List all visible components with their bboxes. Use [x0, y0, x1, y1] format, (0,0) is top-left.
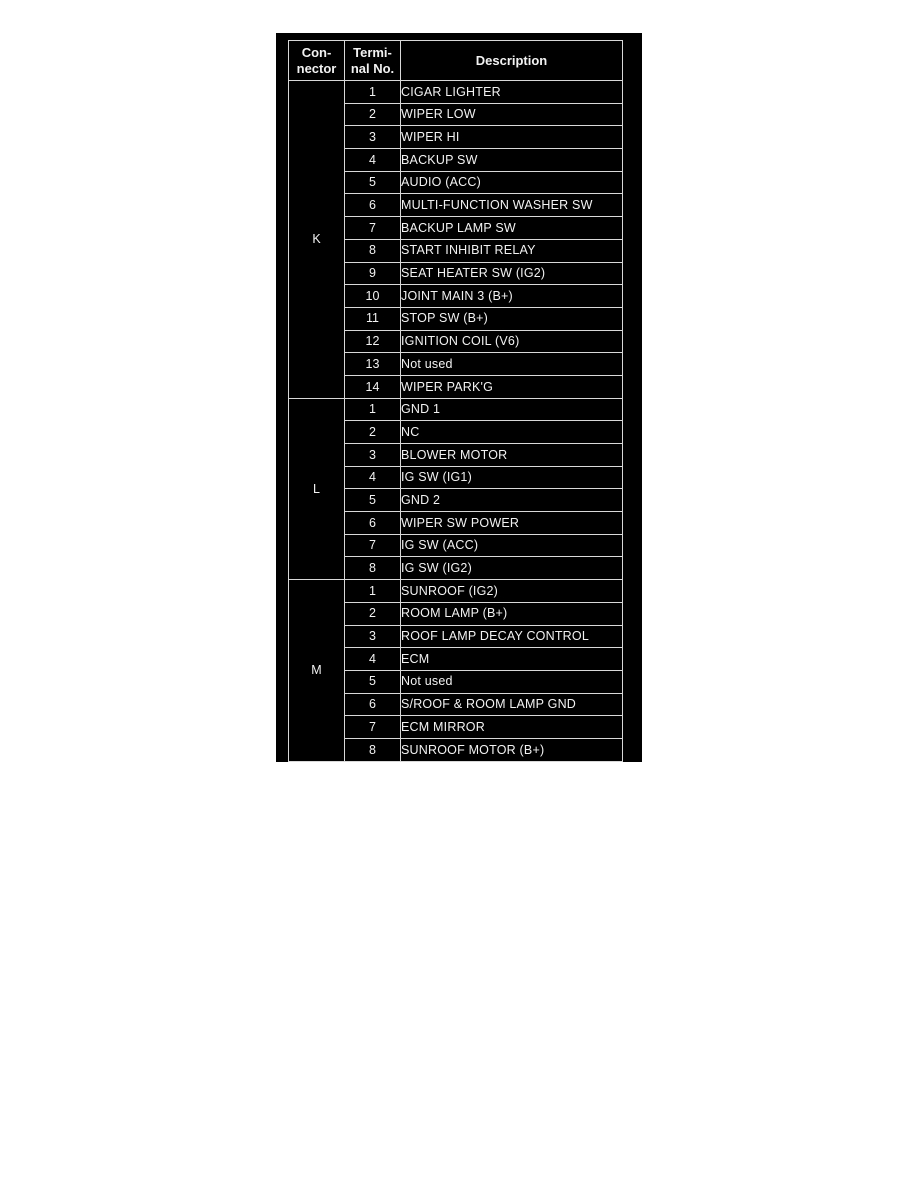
- connector-cell: K: [289, 81, 345, 399]
- connector-cell: M: [289, 580, 345, 762]
- description-cell: BACKUP SW: [401, 149, 623, 172]
- description-cell: S/ROOF & ROOM LAMP GND: [401, 693, 623, 716]
- terminal-cell: 14: [345, 375, 401, 398]
- terminal-cell: 8: [345, 738, 401, 761]
- description-cell: AUDIO (ACC): [401, 171, 623, 194]
- terminal-cell: 13: [345, 353, 401, 376]
- terminal-cell: 8: [345, 239, 401, 262]
- header-description: [401, 41, 623, 81]
- description-cell: IG SW (IG1): [401, 466, 623, 489]
- description-cell: Not used: [401, 670, 623, 693]
- description-cell: SUNROOF MOTOR (B+): [401, 738, 623, 761]
- terminal-cell: 7: [345, 716, 401, 739]
- terminal-cell: 1: [345, 398, 401, 421]
- terminal-cell: 6: [345, 194, 401, 217]
- description-cell: WIPER SW POWER: [401, 512, 623, 535]
- description-cell: START INHIBIT RELAY: [401, 239, 623, 262]
- description-cell: IG SW (ACC): [401, 534, 623, 557]
- description-cell: MULTI-FUNCTION WASHER SW: [401, 194, 623, 217]
- header-terminal: [345, 41, 401, 81]
- terminal-cell: 1: [345, 580, 401, 603]
- terminal-cell: 10: [345, 285, 401, 308]
- description-cell: WIPER LOW: [401, 103, 623, 126]
- terminal-cell: 2: [345, 421, 401, 444]
- description-cell: CIGAR LIGHTER: [401, 81, 623, 104]
- terminal-cell: 3: [345, 126, 401, 149]
- connector-pin-table: [288, 40, 623, 762]
- terminal-cell: 6: [345, 512, 401, 535]
- description-cell: ROOF LAMP DECAY CONTROL: [401, 625, 623, 648]
- description-cell: WIPER HI: [401, 126, 623, 149]
- connector-table-panel: [276, 33, 642, 762]
- description-cell: BACKUP LAMP SW: [401, 217, 623, 240]
- description-cell: Not used: [401, 353, 623, 376]
- description-cell: WIPER PARK'G: [401, 375, 623, 398]
- description-cell: SUNROOF (IG2): [401, 580, 623, 603]
- description-cell: IG SW (IG2): [401, 557, 623, 580]
- header-description-label: Description: [475, 52, 548, 68]
- connector-cell: L: [289, 398, 345, 580]
- table-row: [289, 81, 623, 104]
- description-cell: ROOM LAMP (B+): [401, 602, 623, 625]
- terminal-cell: 5: [345, 489, 401, 512]
- terminal-cell: 1: [345, 81, 401, 104]
- description-cell: ECM MIRROR: [401, 716, 623, 739]
- terminal-cell: 12: [345, 330, 401, 353]
- terminal-cell: 2: [345, 602, 401, 625]
- terminal-cell: 11: [345, 307, 401, 330]
- terminal-cell: 6: [345, 693, 401, 716]
- description-cell: STOP SW (B+): [401, 307, 623, 330]
- description-cell: IGNITION COIL (V6): [401, 330, 623, 353]
- table-body: [289, 81, 623, 762]
- terminal-cell: 4: [345, 466, 401, 489]
- table-row: [289, 398, 623, 421]
- description-cell: JOINT MAIN 3 (B+): [401, 285, 623, 308]
- header-connector-label: Con- nector: [296, 44, 337, 76]
- terminal-cell: 5: [345, 670, 401, 693]
- terminal-cell: 5: [345, 171, 401, 194]
- terminal-cell: 2: [345, 103, 401, 126]
- description-cell: GND 1: [401, 398, 623, 421]
- header-terminal-label: Termi- nal No.: [350, 44, 395, 76]
- description-cell: NC: [401, 421, 623, 444]
- header-connector: [289, 41, 345, 81]
- description-cell: ECM: [401, 648, 623, 671]
- terminal-cell: 3: [345, 444, 401, 467]
- terminal-cell: 4: [345, 648, 401, 671]
- terminal-cell: 8: [345, 557, 401, 580]
- terminal-cell: 7: [345, 217, 401, 240]
- description-cell: GND 2: [401, 489, 623, 512]
- table-row: [289, 580, 623, 603]
- table-header-row: [289, 41, 623, 81]
- description-cell: SEAT HEATER SW (IG2): [401, 262, 623, 285]
- terminal-cell: 9: [345, 262, 401, 285]
- terminal-cell: 4: [345, 149, 401, 172]
- terminal-cell: 3: [345, 625, 401, 648]
- terminal-cell: 7: [345, 534, 401, 557]
- description-cell: BLOWER MOTOR: [401, 444, 623, 467]
